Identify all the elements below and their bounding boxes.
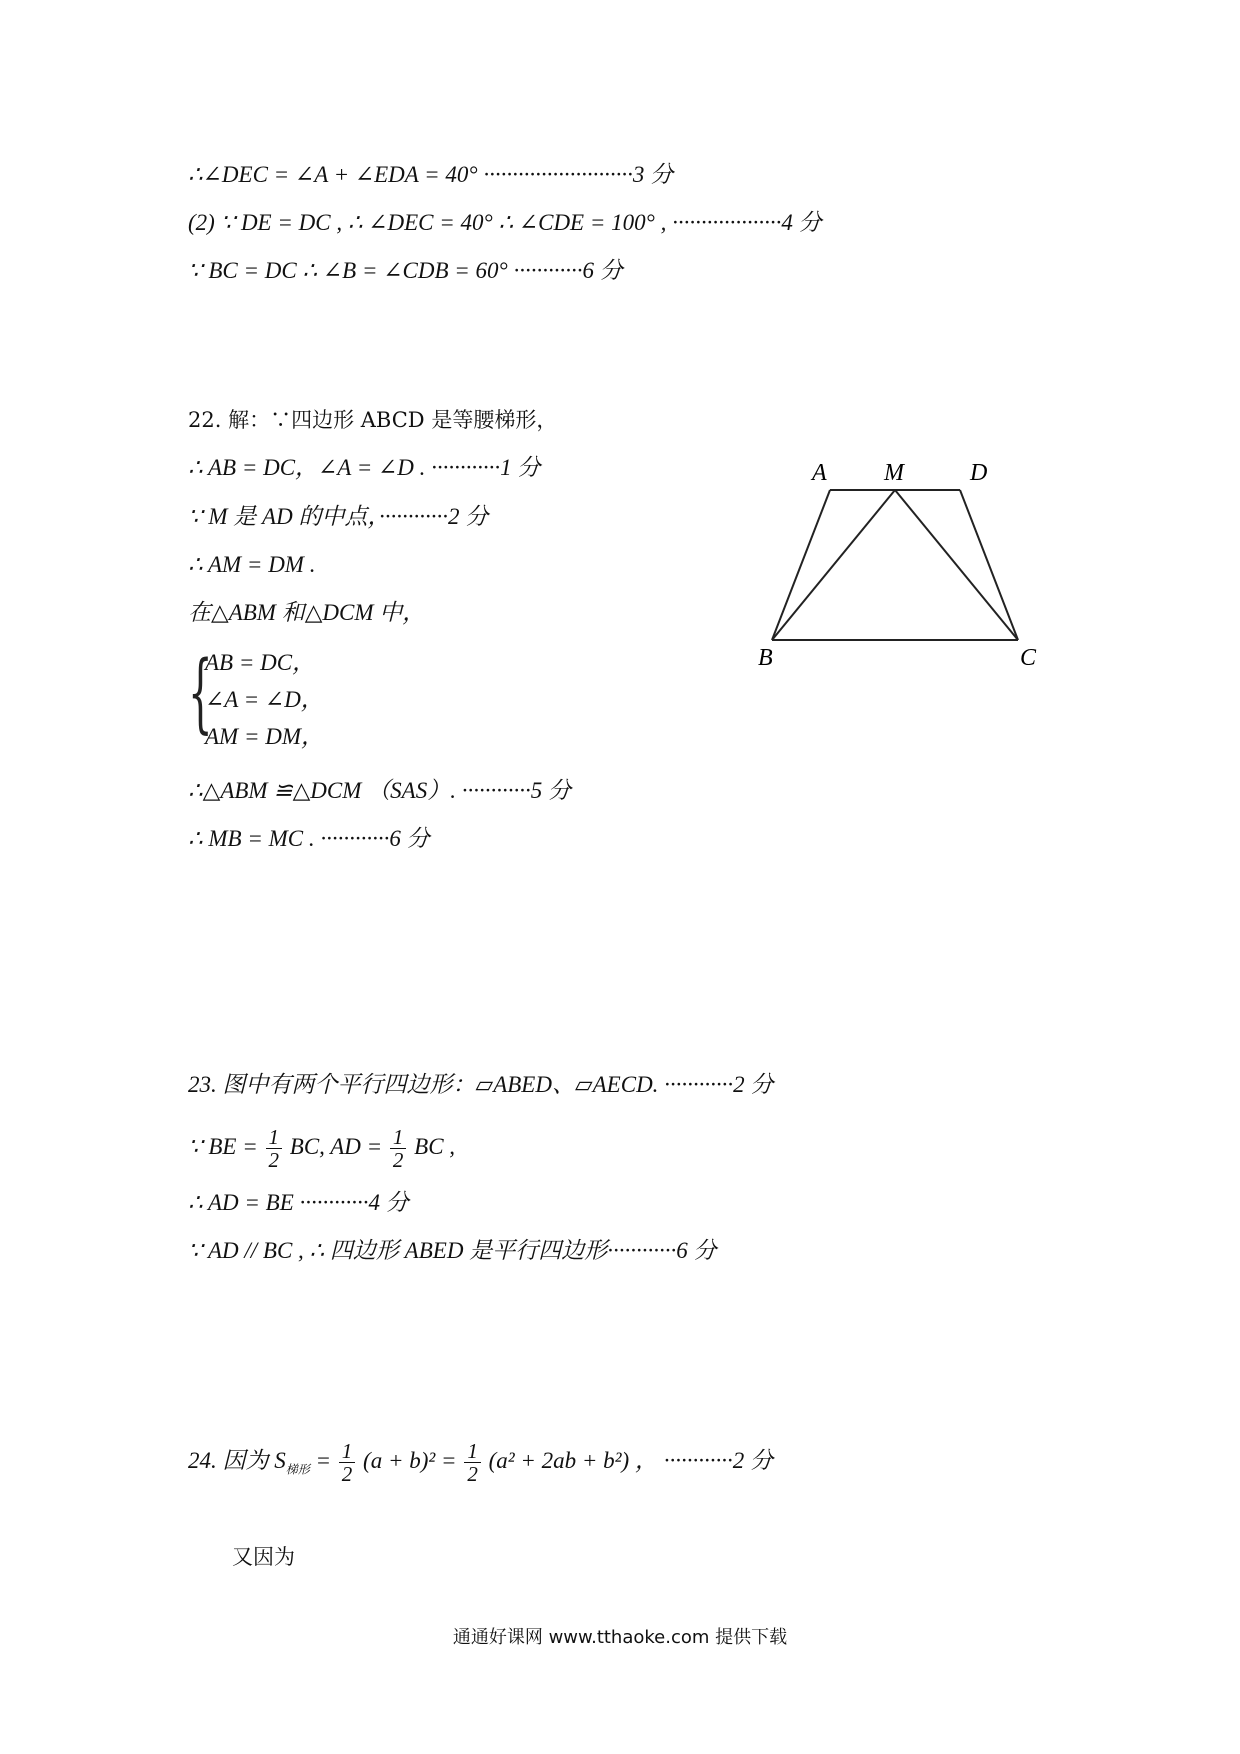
q23-line-2-mid: BC, AD = <box>289 1133 383 1159</box>
q21-line-3: ∵ BC = DC ∴ ∠B = ∠CDB = 60° ············6 分 <box>188 258 623 283</box>
q23-line-2 <box>188 1126 455 1171</box>
label-b: B <box>758 645 773 671</box>
q22-line-5: 在△ABM 和△DCM 中， <box>188 600 426 625</box>
q22-line-7: ∴ MB = MC . ············6 分 <box>188 826 430 851</box>
label-m: M <box>884 460 904 486</box>
q22-system-line-3: AM = DM， <box>205 724 324 749</box>
q22-line-1: 22. 解：∵四边形 ABCD 是等腰梯形， <box>188 408 558 432</box>
side-dc <box>960 490 1018 640</box>
q22-line-2: ∴ AB = DC，∠A = ∠D . ············1 分 <box>188 455 541 480</box>
q22-line-3: ∵ M 是 AD 的中点，············2 分 <box>188 504 489 529</box>
q23-line-2-post: BC , <box>414 1133 456 1159</box>
system-brace: { <box>188 643 213 743</box>
q24-part-1: (a + b)² = <box>363 1447 457 1473</box>
trapezoid-diagram <box>740 450 1060 680</box>
q22-line-6: ∴△ABM ≌△DCM （SAS）. ············5 分 <box>188 778 571 803</box>
page-footer: 通通好课网 www.tthaoke.com 提供下载 <box>452 1627 788 1648</box>
q23-line-3: ∴ AD = BE ············4 分 <box>188 1190 409 1215</box>
fraction-half-1: $\frac{1}{2}$ <box>266 1126 283 1171</box>
q24-line-2: 又因为 <box>232 1545 295 1569</box>
q22-line-4: ∴ AM = DM . <box>188 552 316 577</box>
q21-line-1: ∴∠DEC = ∠A + ∠EDA = 40° ··························3 分 <box>188 162 674 187</box>
segment-mb <box>772 490 895 640</box>
q24-part-2: (a² + 2ab + b²) ， ············2 分 <box>488 1447 773 1473</box>
q23-line-1: 23. 图中有两个平行四边形：▱ABED、▱AECD. ············2 分 <box>188 1072 774 1097</box>
side-ab <box>772 490 830 640</box>
q22-system-line-1: AB = DC， <box>205 650 316 675</box>
fraction-half-4: $\frac{1}{2}$ <box>464 1440 481 1485</box>
label-a: A <box>812 460 827 486</box>
q23-line-4: ∵ AD // BC , ∴ 四边形 ABED 是平行四边形············6 分 <box>188 1238 717 1263</box>
q23-line-2-pre: ∵ BE = <box>188 1133 258 1159</box>
fraction-half-2: $\frac{1}{2}$ <box>390 1126 407 1171</box>
q24-line-1 <box>188 1440 773 1485</box>
label-c: C <box>1020 645 1037 671</box>
label-d: D <box>970 460 988 486</box>
segment-mc <box>895 490 1018 640</box>
q24-pre: 24. 因为 S <box>188 1447 286 1473</box>
q24-subscript: 梯形 <box>285 1462 310 1477</box>
fraction-half-3: $\frac{1}{2}$ <box>339 1440 356 1485</box>
q24-equals: = <box>315 1447 332 1473</box>
q21-line-2: (2) ∵ DE = DC , ∴ ∠DEC = 40° ∴ ∠CDE = 100° , ···················4 分 <box>188 210 822 235</box>
q22-system-line-2: ∠A = ∠D， <box>205 687 324 712</box>
